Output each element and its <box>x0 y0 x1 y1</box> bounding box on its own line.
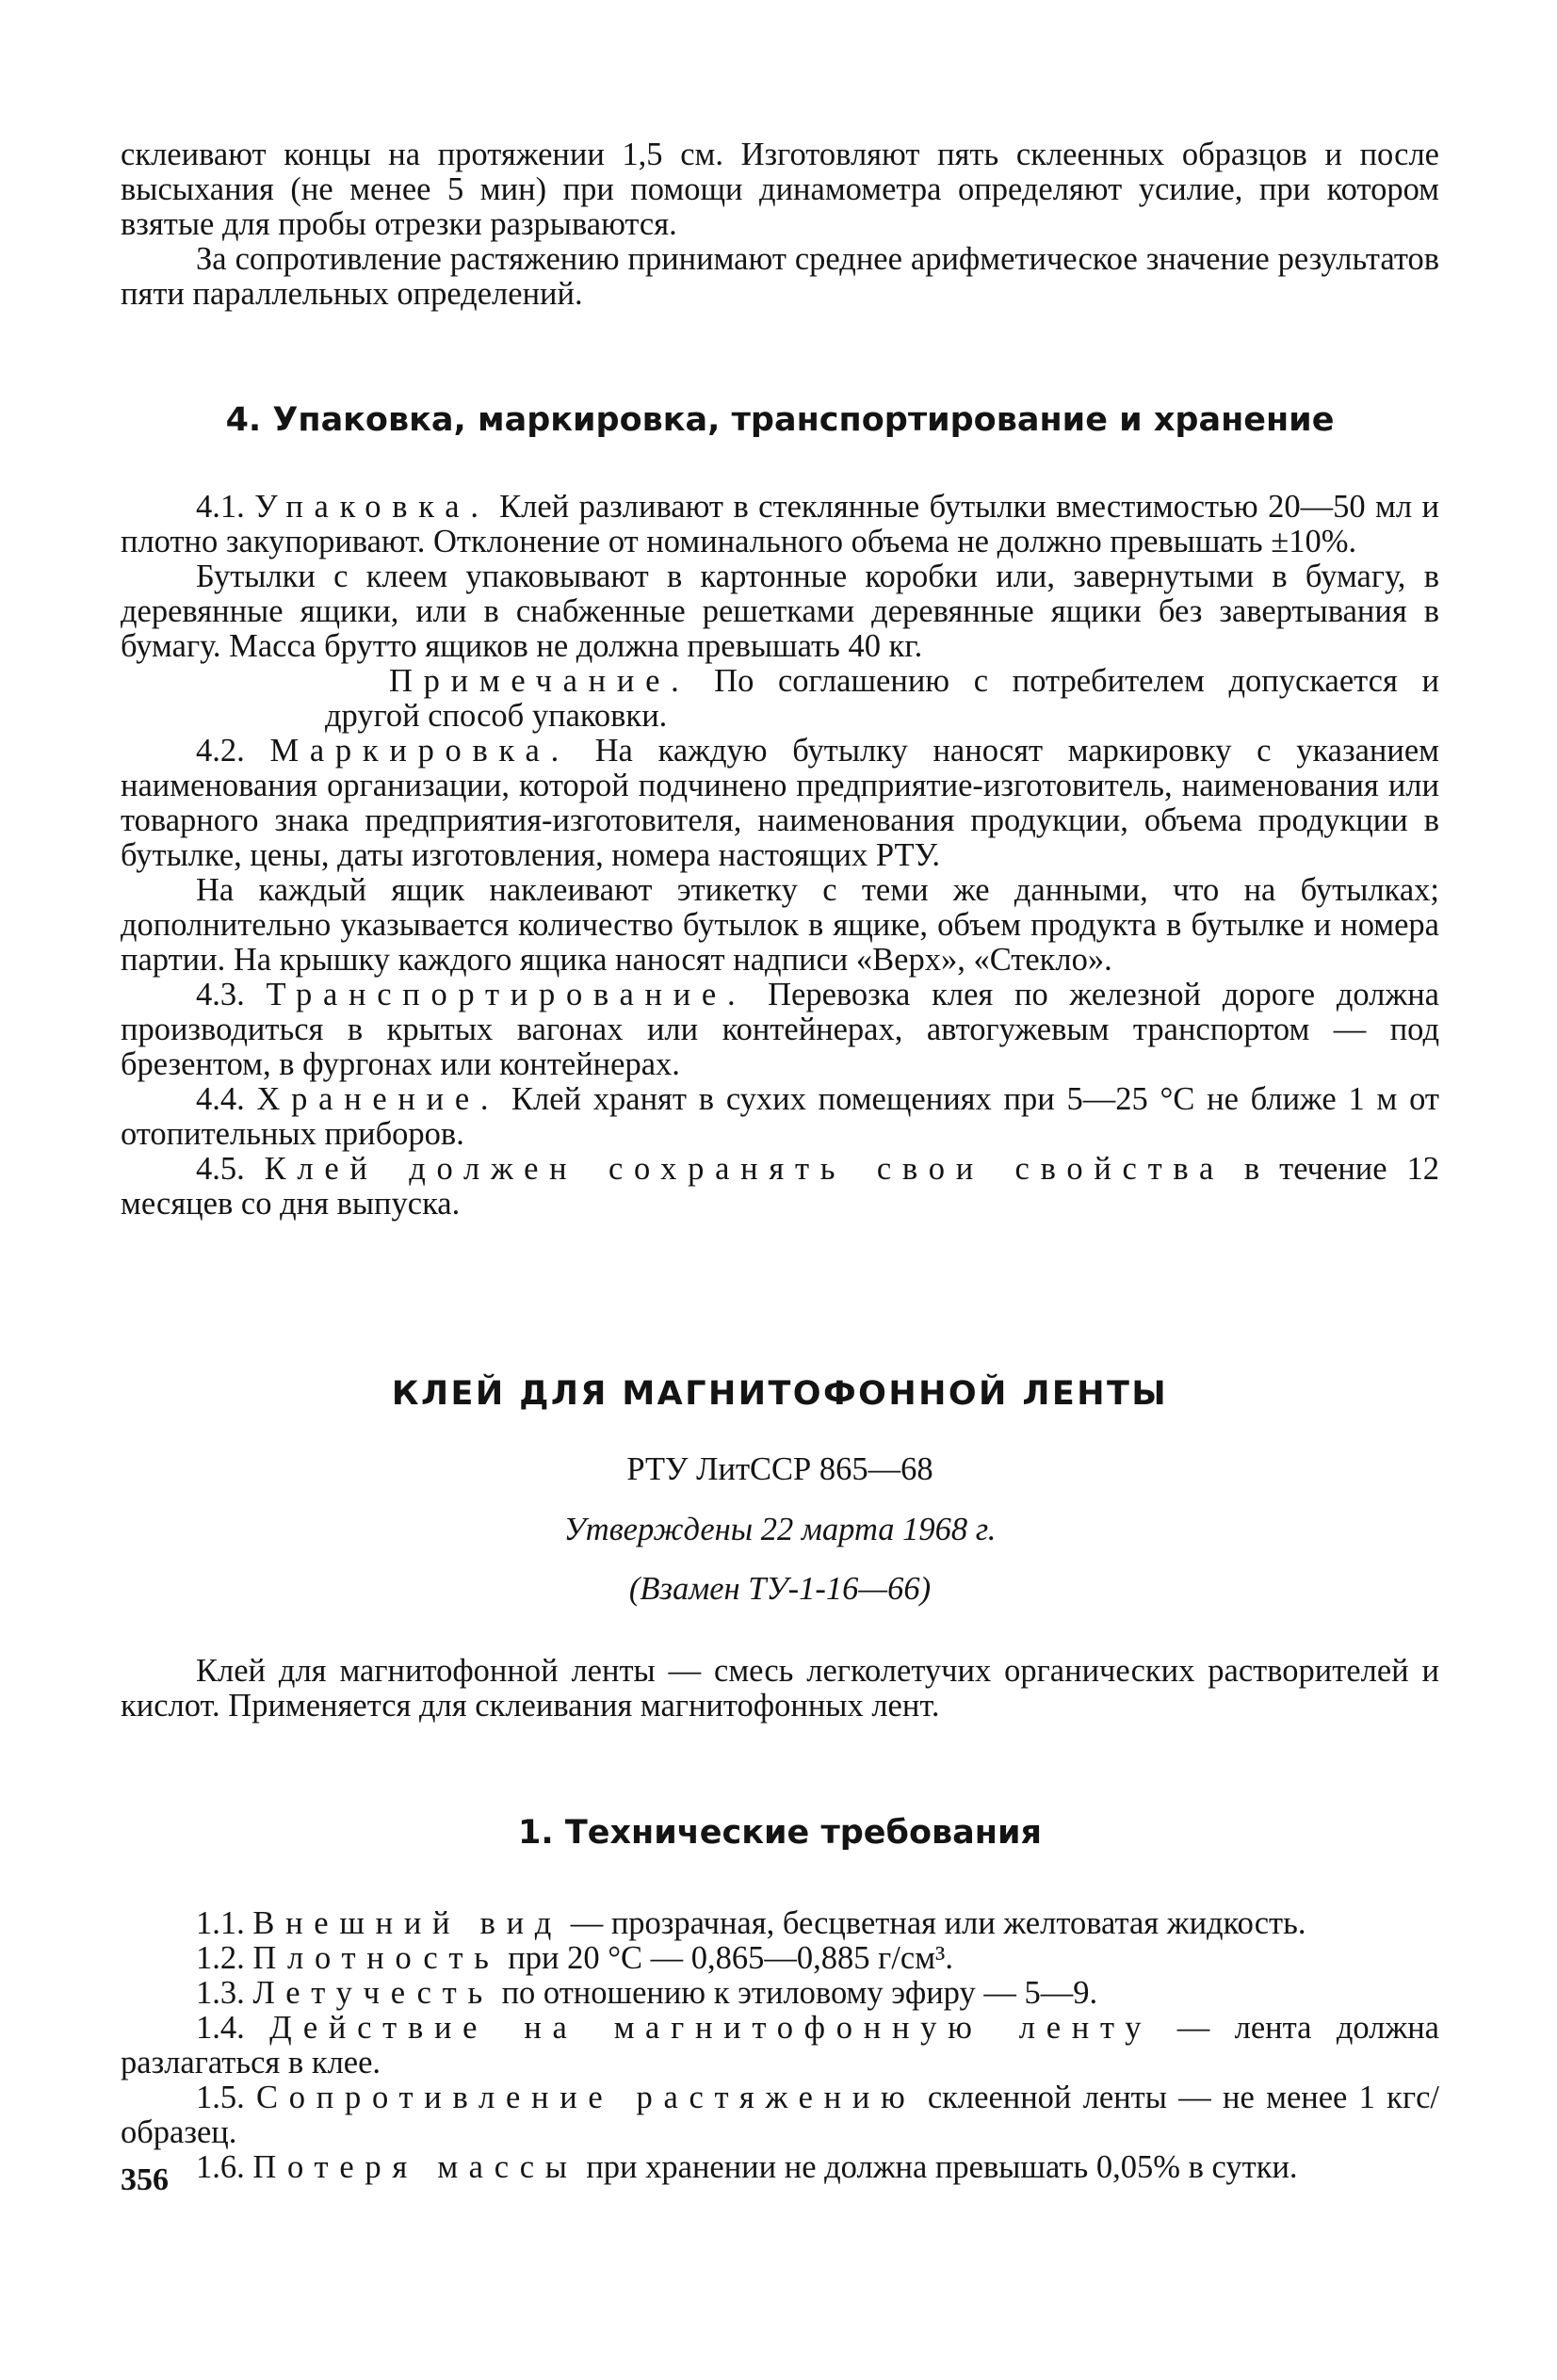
clause-number: 4.5. <box>196 1151 265 1187</box>
description-paragraph: Клей для магнитофонной ленты — смесь легколетучих органических растворителей и кислот. Применяется для склеивания магнитофонных лент. <box>121 1653 1439 1724</box>
document-description <box>121 1654 1439 1724</box>
document-meta <box>121 1511 1439 1548</box>
clause-number: 1.5. <box>196 2080 257 2115</box>
clause-number: 4.4. <box>196 1081 257 1117</box>
clause-number: 1.1. <box>196 1905 253 1941</box>
clause-number: 4.2. <box>196 733 270 769</box>
requirement-1-1 <box>121 1906 1439 1941</box>
note-text: По соглашению с потребителем допускается и другой способ упаковки. <box>325 663 1439 734</box>
clause-term: Плотность <box>252 1940 500 1976</box>
clause-term: Летучесть <box>252 1975 494 2011</box>
clause-text: в течение 12 месяцев со дня выпуска. <box>121 1151 1439 1222</box>
document-title: КЛЕЙ ДЛЯ МАГНИТОФОННОЙ ЛЕНТЫ <box>391 1375 1169 1413</box>
clause-number: 4.1. <box>196 489 255 525</box>
document-meta <box>121 1570 1439 1608</box>
clause-term: Упаковка. <box>254 489 490 525</box>
clause-4-3 <box>121 978 1439 1082</box>
clause-text: Клей хранят в сухих помещениях при 5—25 °C не ближе 1 м от отопительных приборов. <box>121 1081 1439 1152</box>
clause-number: 1.6. <box>196 2149 253 2185</box>
clause-term: Внешний вид <box>252 1905 563 1941</box>
requirement-1-6 <box>121 2150 1439 2185</box>
clause-text: На каждую бутылку наносят маркировку с указанием наименования организации, которой подчинено предприятие-изготовитель, наименования или товарного знака предприятия-изготовителя, наименования продукции, объема продукции в бутылке, цены, даты изготовления, номера настоящих РТУ. <box>121 733 1440 873</box>
note-term: Примечание. <box>389 663 690 699</box>
clause-4-2 <box>121 734 1439 873</box>
document-code: РТУ ЛитССР 865—68 <box>626 1451 933 1487</box>
clause-text: склеенной ленты — не менее 1 кгс/образец. <box>121 2080 1439 2150</box>
section-heading: 1. Технические требования <box>518 1814 1042 1852</box>
clause-number: 1.3. <box>196 1975 253 2011</box>
clause-term: Клей должен сохранять свои свойства <box>264 1151 1225 1187</box>
clause-text: Перевозка клея по железной дороге должна производиться в крытых вагонах или контейнерах, автогужевым транспортом — под брезентом, в фургонах или контейнерах. <box>121 977 1439 1082</box>
section-4-body <box>121 490 1439 1222</box>
clause-text: — лента должна разлагаться в клее. <box>121 2010 1439 2080</box>
section-heading: 4. Упаковка, маркировка, транспортирование и хранение <box>225 401 1335 439</box>
document-meta <box>121 1450 1439 1488</box>
section-1-body <box>121 1906 1439 2185</box>
requirement-1-5 <box>121 2080 1439 2150</box>
clause-text: при 20 °C — 0,865—0,885 г/см³. <box>499 1940 953 1976</box>
intro-paragraph: склеивают концы на протяжении 1,5 см. Изготовляют пять склеенных образцов и после высыхания (не менее 5 мин) при помощи динамометра определяют усилие, при котором взятые для пробы отрезки разрываются. <box>121 137 1439 242</box>
clause-text: — прозрачная, бесцветная или желтоватая жидкость. <box>562 1905 1306 1941</box>
approval-date: Утверждены 22 марта 1968 г. <box>563 1512 997 1547</box>
intro-paragraph: За сопротивление растяжению принимают среднее арифметическое значение результатов пяти параллельных определений. <box>121 241 1439 312</box>
clause-4-5 <box>121 1152 1439 1222</box>
clause-term: Транспортирование. <box>266 977 747 1012</box>
requirement-1-2 <box>121 1941 1439 1976</box>
section-1 <box>121 1812 1439 1854</box>
clause-term: Сопротивление растяжению <box>256 2080 916 2115</box>
clause-number: 1.2. <box>196 1940 253 1976</box>
requirement-1-4 <box>121 2011 1439 2080</box>
clause-text: при хранении не должна превышать 0,05% в сутки. <box>577 2149 1298 2185</box>
intro-block <box>121 138 1439 312</box>
clause-4-1 <box>121 490 1439 559</box>
paragraph: На каждый ящик наклеивают этикетку с теми же данными, что на бутылках; дополнительно указывается количество бутылок в ящике, объем продукта в бутылке и номера партии. На крышку каждого ящика наносят надписи «Верх», «Стекло». <box>121 872 1439 978</box>
clause-text: Клей разливают в стеклянные бутылки вместимостью 20—50 мл и плотно закупоривают. Отклонение от номинального объема не должно превышать ±10%. <box>121 489 1439 559</box>
page-number: 356 <box>121 2162 169 2197</box>
replaces-note: (Взамен ТУ-1-16—66) <box>628 1571 932 1607</box>
section-4 <box>121 399 1439 441</box>
clause-number: 1.4. <box>196 2010 270 2046</box>
document-title-block <box>121 1373 1439 1415</box>
note <box>325 664 1439 734</box>
clause-text: по отношению к этиловому эфиру — 5—9. <box>493 1975 1098 2011</box>
clause-term: Действие на магнитофонную ленту <box>269 2010 1153 2046</box>
clause-number: 4.3. <box>196 977 267 1012</box>
clause-4-4 <box>121 1082 1439 1152</box>
requirement-1-3 <box>121 1976 1439 2011</box>
clause-term: Хранение. <box>256 1081 500 1117</box>
paragraph: Бутылки с клеем упаковывают в картонные коробки или, завернутыми в бумагу, в деревянные ящики, или в снабженные решетками деревянные ящики без завертывания в бумагу. Масса брутто ящиков не должна превышать 40 кг. <box>121 559 1439 664</box>
clause-term: Маркировка. <box>269 733 570 769</box>
clause-term: Потеря массы <box>252 2149 578 2185</box>
